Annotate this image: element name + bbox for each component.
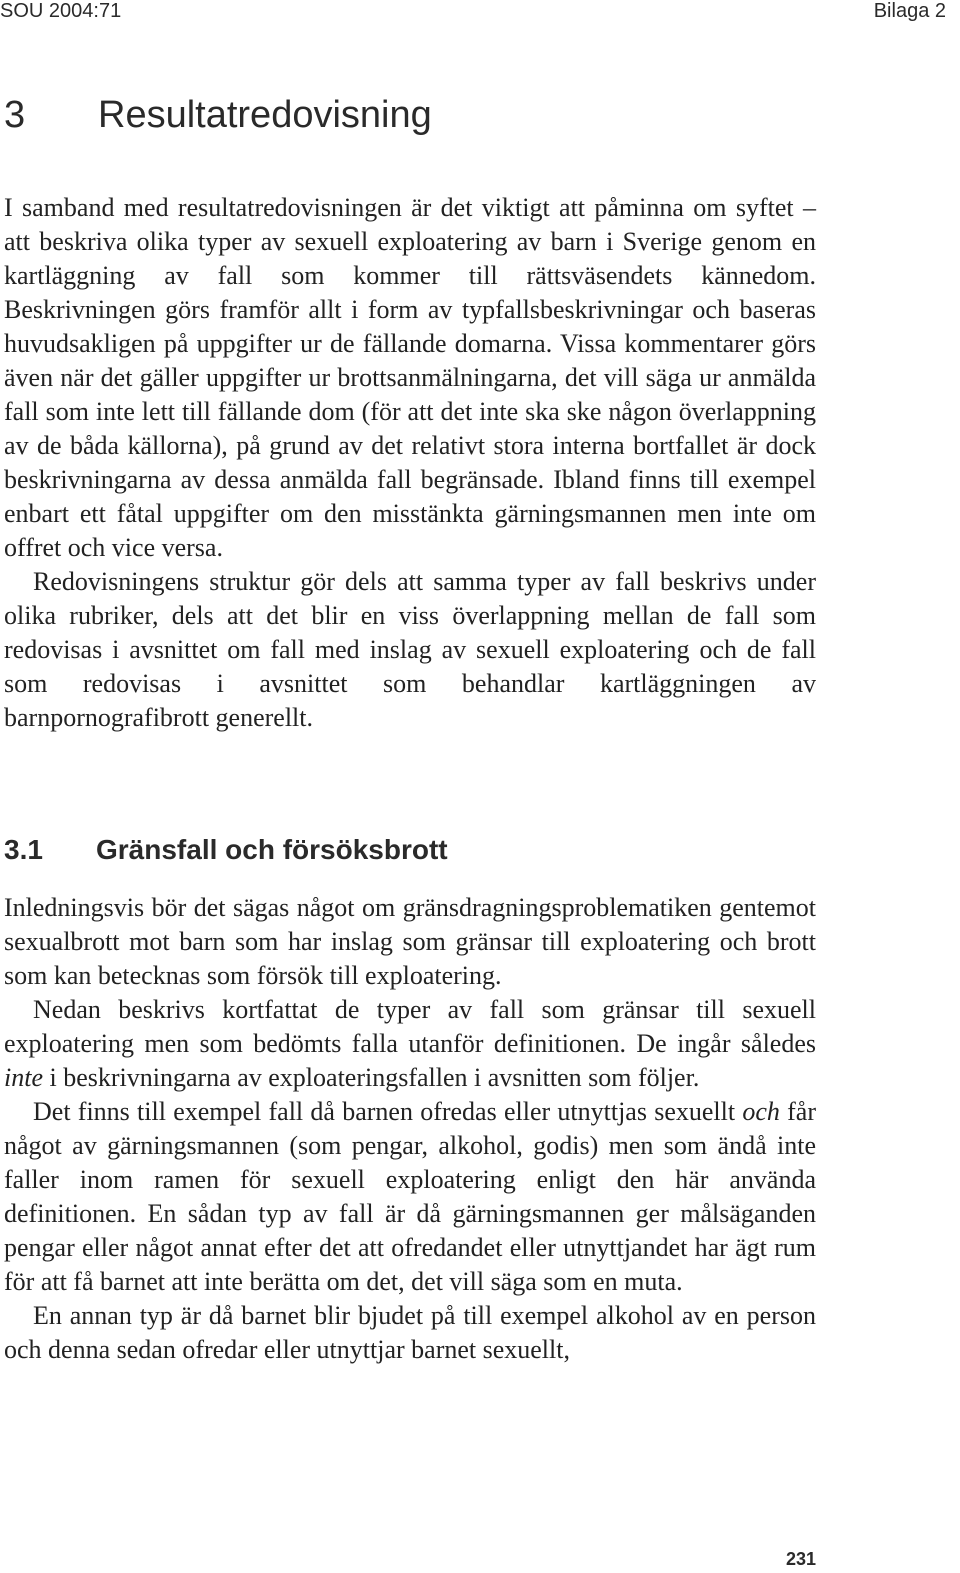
section-paragraph-2 <box>4 993 816 1095</box>
section-number: 3.1 <box>4 834 43 865</box>
paragraph-2-end: i beskrivningarna av exploateringsfallen i avsnitten som följer. <box>43 1063 700 1092</box>
paragraph-2-start: Nedan beskrivs kortfattat de typer av fall som gränsar till sexuell exploatering men som bedömts falla utanför definitionen. De ingår således <box>4 995 816 1058</box>
emphasis-och: och <box>742 1097 780 1126</box>
emphasis-inte: inte <box>4 1063 43 1092</box>
section-title: Gränsfall och försöksbrott <box>96 834 448 865</box>
intro-text <box>4 191 816 735</box>
section-paragraph-3 <box>4 1095 816 1299</box>
intro-paragraph-2: Redovisningens struktur gör dels att samma typer av fall beskrivs under olika rubriker, dels att det blir en viss överlappning mellan de fall som redovisas i avsnittet om fall med inslag av sexuell exploatering och de fall som redovisas i avsnittet som behandlar kartläggningen av barnpornografibrott generellt. <box>4 567 816 732</box>
section-heading <box>4 832 904 868</box>
section-paragraph-4: En annan typ är då barnet blir bjudet på till exempel alkohol av en person och denna sedan ofredar eller utnyttjar barnet sexuellt, <box>4 1301 816 1364</box>
intro-paragraph-1: I samband med resultatredovisningen är det viktigt att påminna om syftet – att beskriva olika typer av sexuell exploatering av barn i Sverige genom en kartläggning av fall som kommer till rättsväsendets kännedom. Beskrivningen görs framför allt i form av typfallsbeskrivningar och baseras huvudsakligen på uppgifter ur de fällande domarna. Vissa kommentarer görs även när det gäller uppgifter ur brottsanmälningarna, det vill säga ur anmälda fall som inte lett till fällande dom (för att det inte ska ske någon överlappning av de båda källorna), på grund av det relativt stora interna bortfallet är dock beskrivningarna av dessa anmälda fall begränsade. Ibland finns till exempel enbart ett fåtal uppgifter om den misstänkta gärningsmannen men inte om offret och vice versa. <box>4 193 816 562</box>
report-reference: SOU 2004:71 <box>0 0 122 22</box>
paragraph-3-end: får något av gärningsmannen (som pengar, alkohol, godis) men som ändå inte faller inom ramen för sexuell exploatering enligt den här använda definitionen. En sådan typ av fall är då gärningsmannen ger målsäganden pengar eller något annat efter det att ofredandet eller utnyttjandet har ägt rum för att få barnet att inte berätta om det, det vill säga som en muta. <box>4 1097 816 1296</box>
section-paragraph-1: Inledningsvis bör det sägas något om gränsdragningsproblematiken gentemot sexualbrott mot barn som har inslag som gränsar till exploatering och brott som kan betecknas som försök till exploatering. <box>4 893 816 990</box>
running-header <box>0 0 960 24</box>
paragraph-3-start: Det finns till exempel fall då barnen ofredas eller utnyttjas sexuellt <box>33 1097 743 1126</box>
chapter-heading <box>4 92 944 138</box>
chapter-title: Resultatredovisning <box>98 94 432 136</box>
section-text <box>4 891 816 1367</box>
chapter-number: 3 <box>4 94 26 136</box>
appendix-label: Bilaga 2 <box>873 0 946 22</box>
page-number: 231 <box>785 1549 816 1569</box>
